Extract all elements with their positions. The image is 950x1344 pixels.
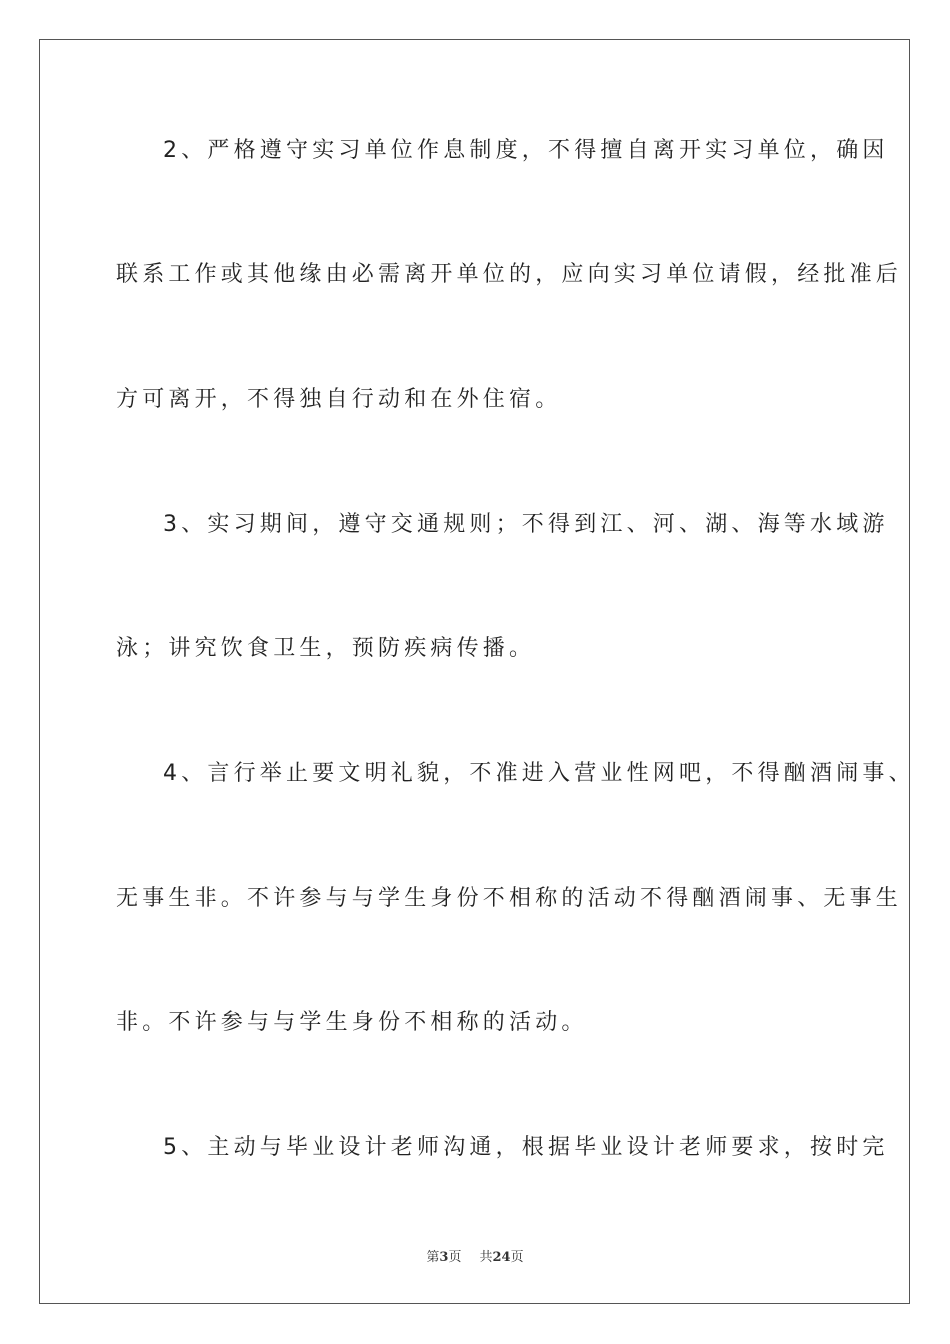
paragraph-line: 无事生非。不许参与与学生身份不相称的活动不得酗酒闹事、无事生	[116, 886, 903, 911]
paragraph-line: 泳；讲究饮食卫生，预防疾病传播。	[116, 636, 536, 661]
page-border	[39, 39, 910, 1304]
paragraph-line: 联系工作或其他缘由必需离开单位的，应向实习单位请假，经批准后	[116, 262, 903, 287]
paragraph-line: 3、实习期间，遵守交通规则；不得到江、河、湖、海等水域游	[163, 512, 889, 537]
page-footer	[0, 1246, 950, 1265]
page-suffix: 页	[448, 1250, 462, 1265]
total-prefix: 共	[479, 1250, 493, 1265]
paragraph-line: 非。不许参与与学生身份不相称的活动。	[116, 1010, 588, 1035]
paragraph-line: 方可离开，不得独自行动和在外住宿。	[116, 387, 562, 412]
paragraph-line: 4、言行举止要文明礼貌，不准进入营业性网吧，不得酗酒闹事、	[163, 761, 915, 786]
paragraph-line: 2、严格遵守实习单位作息制度，不得擅自离开实习单位，确因	[163, 138, 889, 163]
page-prefix: 第	[426, 1250, 440, 1265]
total-suffix: 页	[510, 1250, 524, 1265]
page-number: 3	[439, 1250, 449, 1265]
total-pages: 24	[492, 1250, 511, 1265]
paragraph-line: 5、主动与毕业设计老师沟通，根据毕业设计老师要求，按时完	[163, 1135, 889, 1160]
